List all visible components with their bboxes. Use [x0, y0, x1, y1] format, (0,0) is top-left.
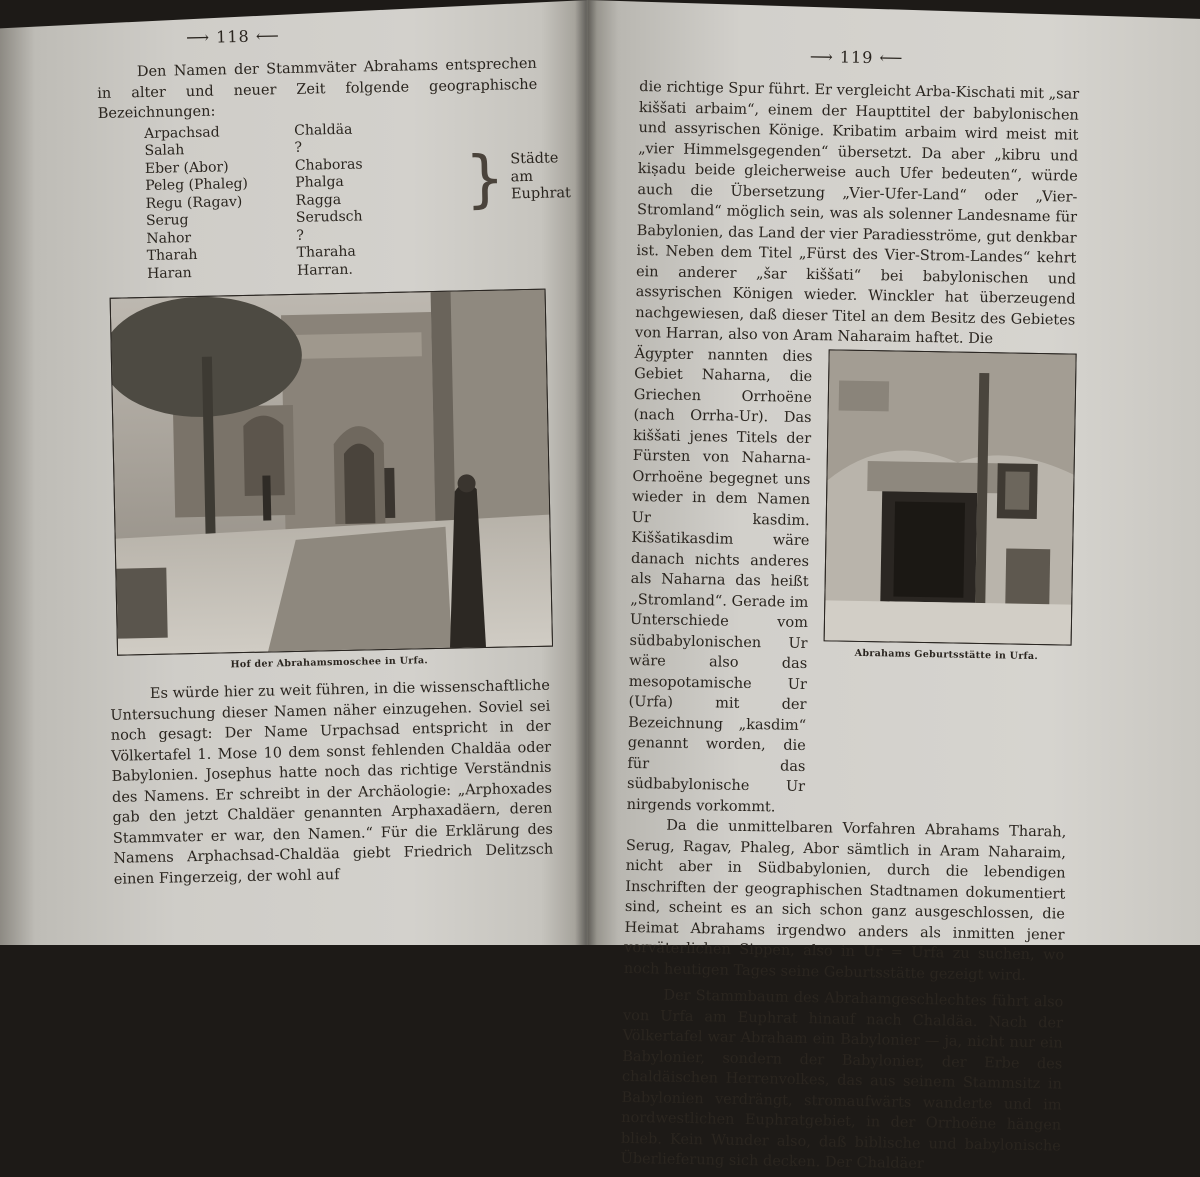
- right-paragraph-1: die richtige Spur führt. Er vergleicht Arba-Kischati mit „sar kiššati arbaim“, einem der Haupttitel der babylonischen und assyrischen Könige. Kribatim arbaim wird meist mit „vier Himmelsgegenden“ übersetzt. Da aber „kibru und kiṣadu beide gleicherweise auch Ufer bedeuten“, würde auch die Übersetzung „Vier-Ufer-Land“ oder „Vier-Stromland“ möglich sein, was als solenner Landesname für Babylonien, das Land der vier Paradiesströme, gut denkbar ist. Neben dem Titel „Fürst des Vier-Strom-Landes“ kehrt ein anderer „šar kiššati“ bei babylonischen und assyrischen Königen wieder. Winckler hat überzeugend nachgewiesen, daß dieser Titel an dem Besitz des Gebietes von Harran, also von Aram Naharaim haftet. Die: [634, 78, 1080, 348]
- bracket-label: Städte am Euphrat: [510, 150, 572, 203]
- mosque-courtyard-photo: [110, 289, 553, 656]
- place-name: ?: [294, 139, 303, 156]
- ancestor-name: Eber (Abor): [144, 158, 229, 177]
- text-with-photo: [627, 343, 1075, 822]
- ancestor-name: Nahor: [146, 229, 192, 247]
- left-intro-text: Den Namen der Stammväter Abrahams entsprechen in alter und neuer Zeit folgende geographische Bezeichnungen:: [97, 55, 538, 122]
- left-body-text: Es würde hier zu weit führen, in die wissenschaftliche Untersuchung dieser Namen näher einzugehen. Soviel sei noch gesagt: Der Name Urpachsad entspricht in der Völkertafel 1. Mose 10 dem sonst fehlenden Chaldäa oder Babylonien. Josephus hatte noch das richtige Verständnis des Namens. Er schreibt in der Archäologie: „Arphoxades gab den jetzt Chaldäer genannten Arphaxadäern, deren Stammvater er war, den Namen.“ Für die Erklärung des Namens Arphachsad-Chaldäa giebt Friedrich Delitzsch einen Fingerzeig, der wohl auf: [110, 677, 554, 888]
- place-name: Tharaha: [296, 243, 356, 261]
- ancestor-name: Serug: [145, 212, 189, 229]
- ancestor-name: Arpachsad: [144, 123, 220, 142]
- left-page-content: [96, 21, 572, 890]
- right-page-number: ⟶ 119 ⟵: [809, 46, 904, 68]
- birthplace-illustration: [825, 350, 1076, 644]
- float-paragraph: Ägypter nannten dies Gebiet Naharna, die Griechen Orrhoëne (nach Orrha-Ur). Das kiššati jenes Titels der Fürsten von Naharna-Orrhoëne begegnet uns wieder in dem Namen Ur kasdim. Kiššatikasdim wäre danach nichts anderes als Naharna das heißt „Stromland“. Gerade im Unterschiede vom südbabylonischen Ur wäre also das mesopotamische Ur (Urfa) mit der Bezeichnung „kasdim“ genannt worden, die für das südbabylonische Ur nirgends vorkommt.: [626, 345, 813, 815]
- right-paragraph-3: Der Stammbaum des Abrahamgeschlechtes führt also von Urfa am Euphrat hinauf nach Chaldäa. Nach der Völkertafel war Abraham ein Babylonier — ja, nicht nur ein Babylonier, sondern der Babylonier, der Erbe des chaldäischen Herrenvolkes, das aus seinem Stammsitz in Babylonien verdrängt, stromaufwärts wanderte und im nordwestlichen Euphratgebiet, in der Orrhoëne hängen blieb. Kein Wunder also, daß biblische und babylonische Überlieferung sich decken. Der Chaldäer: [620, 987, 1064, 1173]
- right-paragraph-2: Da die unmittelbaren Vorfahren Abrahams Tharah, Serug, Ragav, Phaleg, Abor sämtlich in Aram Naharaim, nicht aber in Südbabylonien, durch die lebendigen Inschriften der geographischen Stadtnamen dokumentiert sind, scheint es an sich schon ganz ausgeschlossen, die Heimat Abrahams irgendwo anders als inmitten jener vorväterlichen Sippen, also in Ur = Urfa zu suchen, wo noch heutigen Tages seine Geburtsstätte gezeigt wird.: [623, 817, 1067, 984]
- place-name: Harran.: [296, 261, 353, 279]
- mosque-courtyard-illustration: [111, 290, 552, 655]
- euphrat-bracket: [464, 140, 572, 215]
- place-name: ?: [296, 227, 305, 244]
- ancestor-name: Haran: [146, 264, 192, 282]
- place-name: Chaldäa: [293, 121, 353, 139]
- ancestor-name: Peleg (Phaleg): [145, 175, 249, 195]
- left-page-number: ⟶ 118 ⟵: [185, 26, 280, 48]
- place-name: Chaboras: [294, 155, 363, 174]
- genealogy-table: [144, 117, 572, 283]
- birthplace-figure: [821, 347, 1075, 823]
- place-name: Ragga: [295, 191, 342, 209]
- ancestor-name: Regu (Ragav): [145, 193, 243, 212]
- place-names-column: [294, 119, 467, 280]
- brace-icon: }: [464, 140, 506, 215]
- left-photo-caption: Hof der Abrahamsmoschee in Urfa.: [230, 655, 429, 671]
- place-name: Serudsch: [295, 208, 363, 226]
- book-gutter: [575, 0, 597, 945]
- birthplace-photo: [824, 349, 1077, 645]
- right-photo-caption: Abrahams Geburtsstätte in Urfa.: [854, 647, 1039, 662]
- right-page-content: [620, 44, 1080, 1177]
- ancestor-name: Tharah: [146, 246, 198, 264]
- ancestor-name: Salah: [144, 142, 185, 160]
- place-name: Phalga: [295, 173, 344, 191]
- ancestor-names-column: [144, 122, 297, 283]
